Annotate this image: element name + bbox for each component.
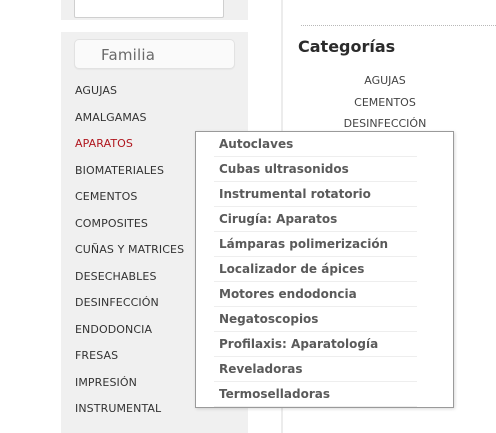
submenu-item-autoclaves[interactable]: Autoclaves: [196, 133, 453, 158]
family-item-fresas[interactable]: FRESAS: [75, 349, 119, 362]
submenu-item-profilaxis-aparatologia[interactable]: Profilaxis: Aparatología: [196, 333, 453, 358]
family-item-endodoncia[interactable]: ENDODONCIA: [75, 322, 153, 336]
familia-header: [74, 39, 235, 69]
submenu-item-cirugia-aparatos[interactable]: Cirugía: Aparatos: [196, 208, 453, 233]
family-item-cunas-y-matrices[interactable]: CUÑAS Y MATRICES: [75, 243, 185, 256]
main-category-agujas[interactable]: AGUJAS: [364, 74, 406, 87]
family-item-cementos[interactable]: CEMENTOS: [75, 190, 138, 203]
family-item-agujas[interactable]: AGUJAS: [75, 84, 118, 97]
submenu-item-cubas-ultrasonidos[interactable]: Cubas ultrasonidos: [196, 158, 453, 183]
family-item-impresion[interactable]: IMPRESIÓN: [75, 375, 137, 389]
family-item-biomateriales[interactable]: BIOMATERIALES: [75, 163, 165, 177]
family-item-composites[interactable]: COMPOSITES: [75, 216, 148, 230]
search-input[interactable]: [74, 0, 224, 18]
main-category-desinfeccion[interactable]: DESINFECCIÓN: [343, 117, 427, 130]
main-category-cementos[interactable]: CEMENTOS: [354, 96, 416, 109]
submenu-item-negatoscopios[interactable]: Negatoscopios: [196, 308, 453, 333]
submenu-item-localizador-de-apices[interactable]: Localizador de ápices: [196, 258, 453, 283]
submenu-list: [196, 132, 453, 408]
submenu-item-lamparas-polimerizacion[interactable]: Lámparas polimerización: [196, 233, 453, 258]
family-item-desechables[interactable]: DESECHABLES: [75, 269, 157, 283]
categorias-title: Categorías: [298, 37, 396, 56]
family-list: [75, 83, 184, 428]
submenu-item-instrumental-rotatorio[interactable]: Instrumental rotatorio: [196, 183, 453, 208]
submenu-item-termoselladoras[interactable]: Termoselladoras: [196, 383, 453, 408]
submenu-item-reveladoras[interactable]: Reveladoras: [196, 358, 453, 383]
submenu-item-motores-endodoncia[interactable]: Motores endodoncia: [196, 283, 453, 308]
family-item-amalgamas[interactable]: AMALGAMAS: [75, 110, 147, 124]
family-item-desinfeccion[interactable]: DESINFECCIÓN: [75, 296, 159, 309]
aparatos-submenu: [195, 131, 454, 408]
familia-title: Familia: [101, 46, 156, 64]
sidebar-divider: [61, 20, 248, 32]
dotted-rule: [301, 25, 496, 26]
family-item-aparatos[interactable]: APARATOS: [75, 137, 134, 150]
family-item-instrumental[interactable]: INSTRUMENTAL: [75, 402, 162, 415]
